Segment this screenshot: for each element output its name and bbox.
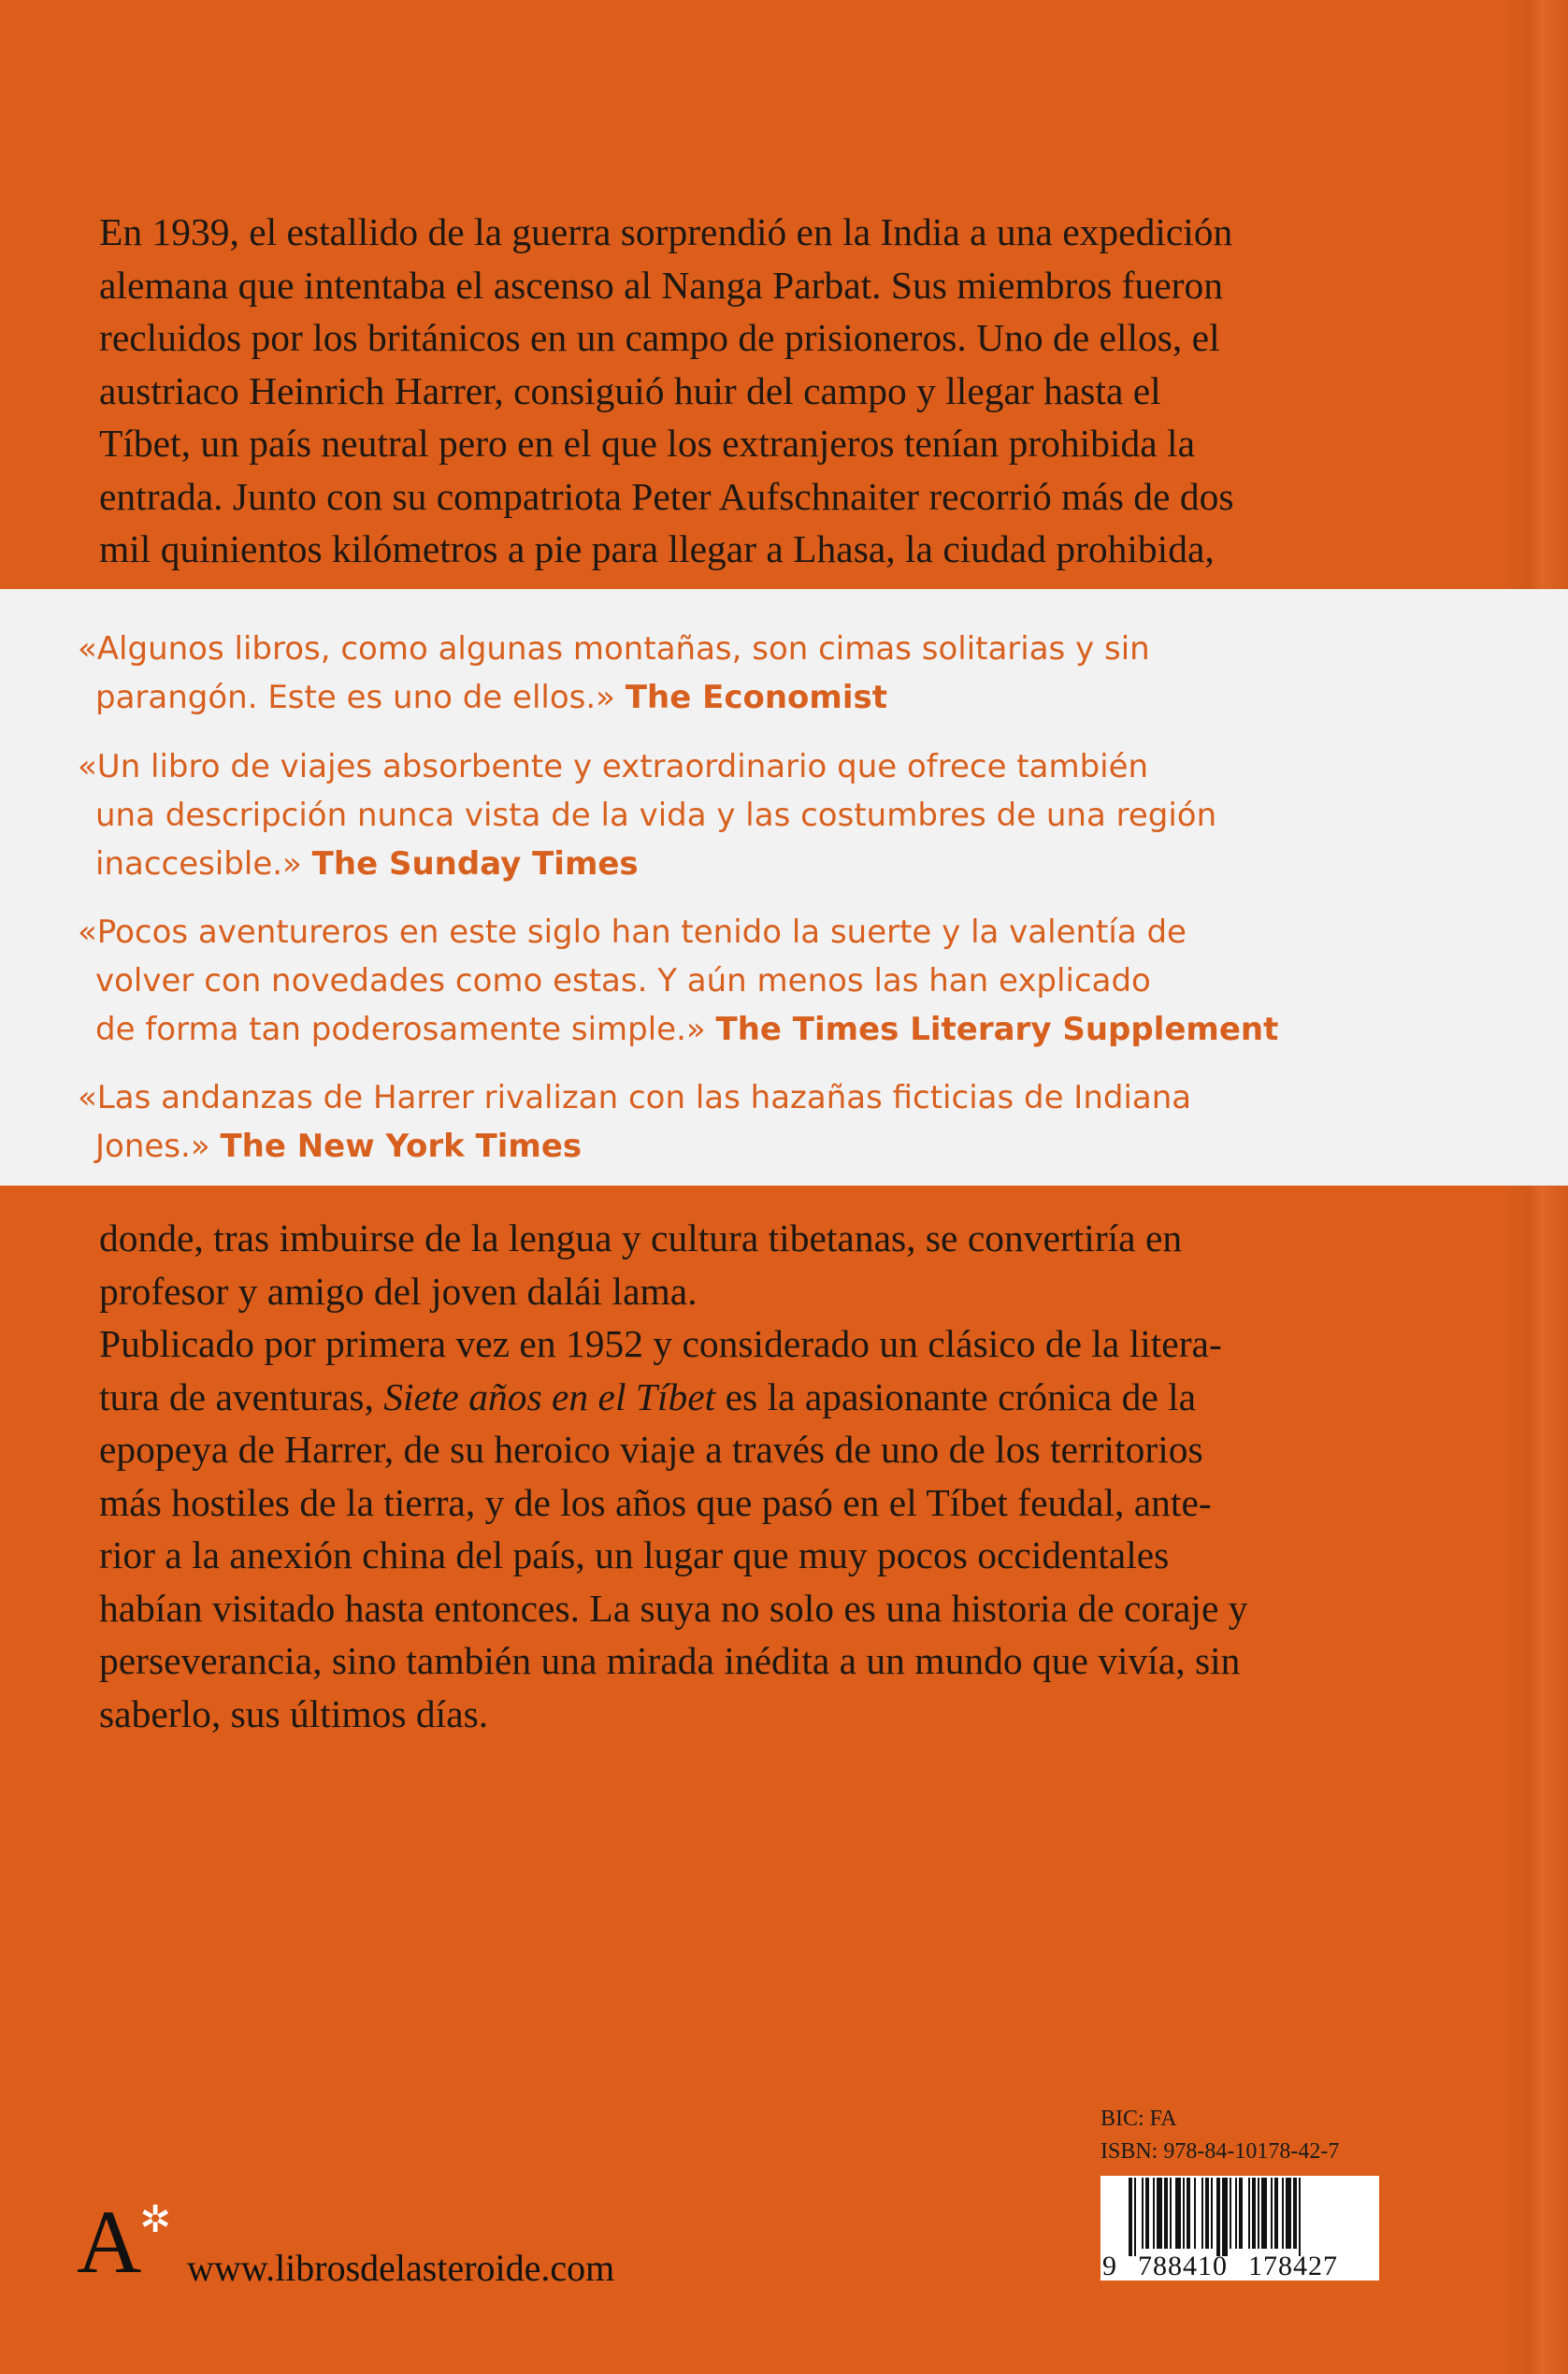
barcode-bar <box>1142 2178 1144 2249</box>
synopsis-line: Publicado por primera vez en 1952 y considerado un clásico de la litera- <box>99 1322 1222 1365</box>
synopsis-line: mil quinientos kilómetros a pie para llegar a Lhasa, la ciudad prohibida, <box>99 527 1215 570</box>
synopsis-line: epopeya de Harrer, de su heroico viaje a través de uno de los territorios <box>99 1428 1203 1471</box>
barcode-bar <box>1252 2178 1256 2249</box>
synopsis-line: profesor y amigo del joven dalái lama. <box>99 1269 698 1313</box>
publisher-logo <box>77 2192 171 2292</box>
synopsis-line: perseverancia, sino también una mirada inédita a un mundo que vivía, sin <box>99 1639 1241 1682</box>
synopsis-line: más hostiles de la tierra, y de los años que pasó en el Tíbet feudal, ante- <box>99 1480 1212 1524</box>
review-source: The Sunday Times <box>311 845 639 883</box>
synopsis-bottom <box>99 1212 1408 1740</box>
barcode-bar <box>1211 2178 1213 2249</box>
barcode-bar <box>1239 2178 1243 2249</box>
barcode-bar <box>1216 2178 1220 2256</box>
isbn-barcode <box>1100 2176 1379 2280</box>
barcode-digits-group1: 788410 <box>1138 2251 1228 2280</box>
review-quote <box>78 625 1150 722</box>
synopsis-line: tura de aventuras, Siete años en el Tíbet es la apasionante crónica de la <box>99 1374 1197 1418</box>
barcode-bar <box>1274 2178 1278 2249</box>
barcode-bar <box>1129 2178 1132 2256</box>
bic-code: BIC: FA <box>1100 2107 1177 2131</box>
review-line: «Las andanzas de Harrer rivalizan con las hazañas ficticias de Indiana <box>78 1079 1192 1116</box>
review-line: una descripción nunca vista de la vida y las costumbres de una región <box>95 797 1217 834</box>
barcode-bar <box>1157 2178 1162 2249</box>
barcode-bar <box>1222 2178 1228 2256</box>
review-line: Jones.» The New York Times <box>95 1128 583 1165</box>
review-line: volver con novedades como estas. Y aún menos las han explicado <box>95 962 1151 1000</box>
barcode-bar <box>1230 2178 1231 2249</box>
barcode-bar <box>1175 2178 1181 2249</box>
synopsis-top <box>99 206 1408 576</box>
synopsis-line: donde, tras imbuirse de la lengua y cultura tibetanas, se convertiría en <box>99 1216 1183 1259</box>
review-line: «Algunos libros, como algunas montañas, son cimas solitarias y sin <box>78 630 1150 668</box>
barcode-bar <box>1286 2178 1291 2249</box>
synopsis-line: habían visitado hasta entonces. La suya no solo es una historia de coraje y <box>99 1586 1248 1630</box>
barcode-bar <box>1271 2178 1273 2249</box>
synopsis-line: austriaco Heinrich Harrer, consiguió huir del campo y llegar hasta el <box>99 368 1161 412</box>
spine-shading <box>1503 0 1568 2374</box>
review-line: de forma tan poderosamente simple.» The Times Literary Supplement <box>95 1011 1279 1048</box>
barcode-digit-prefix: 9 <box>1102 2251 1116 2280</box>
review-quote <box>78 742 1216 888</box>
barcode-bar <box>1248 2178 1250 2249</box>
asterisk-icon: ✲ <box>139 2198 171 2241</box>
synopsis-line: rior a la anexión china del país, un lugar que muy pocos occidentales <box>99 1533 1170 1576</box>
review-source: The Economist <box>625 679 887 716</box>
synopsis-line: En 1939, el estallido de la guerra sorprendió en la India a una expedición <box>99 210 1233 253</box>
barcode-bar <box>1299 2178 1301 2256</box>
review-quote <box>78 908 1278 1054</box>
book-title: Siete años en el Tíbet <box>383 1374 716 1418</box>
publisher-url: www.librosdelasteroide.com <box>187 2247 615 2289</box>
barcode-graphic <box>1100 2176 1379 2280</box>
review-source: The Times Literary Supplement <box>715 1011 1279 1048</box>
barcode-bar <box>1187 2178 1190 2249</box>
synopsis-line: entrada. Junto con su compatriota Peter Aufschnaiter recorrió más de dos <box>99 474 1234 518</box>
barcode-bars <box>1129 2178 1301 2256</box>
review-line: inaccesible.» The Sunday Times <box>95 845 639 883</box>
synopsis-line: Tíbet, un país neutral pero en el que los extranjeros tenían prohibida la <box>99 422 1195 465</box>
isbn-code: ISBN: 978-84-10178-42-7 <box>1100 2139 1340 2164</box>
barcode-bar <box>1134 2178 1136 2256</box>
barcode-bar <box>1153 2178 1155 2249</box>
barcode-bar <box>1183 2178 1185 2249</box>
barcode-bar <box>1194 2178 1196 2249</box>
review-source: The New York Times <box>220 1128 583 1165</box>
barcode-bar <box>1261 2178 1267 2249</box>
barcode-bar <box>1282 2178 1284 2249</box>
review-line: «Un libro de viajes absorbente y extraordinario que ofrece también <box>78 748 1149 785</box>
review-line: «Pocos aventureros en este siglo han tenido la suerte y la valentía de <box>78 914 1187 951</box>
barcode-bar <box>1205 2178 1209 2249</box>
barcode-digits-group2: 178427 <box>1248 2251 1338 2280</box>
synopsis-line: recluidos por los británicos en un campo de prisioneros. Uno de ellos, el <box>99 316 1220 359</box>
barcode-bar <box>1235 2178 1237 2249</box>
synopsis-line: alemana que intentaba el ascenso al Nanga Parbat. Sus miembros fueron <box>99 263 1223 307</box>
barcode-bar <box>1258 2178 1259 2249</box>
review-quote <box>78 1073 1191 1171</box>
barcode-bar <box>1145 2178 1149 2249</box>
review-line: parangón. Este es uno de ellos.» The Economist <box>95 679 887 716</box>
barcode-bar <box>1293 2178 1297 2249</box>
barcode-bar <box>1201 2178 1203 2249</box>
barcode-bar <box>1164 2178 1168 2249</box>
logo-letter: A <box>77 2192 142 2292</box>
barcode-bar <box>1170 2178 1172 2249</box>
synopsis-line: saberlo, sus últimos días. <box>99 1691 489 1735</box>
